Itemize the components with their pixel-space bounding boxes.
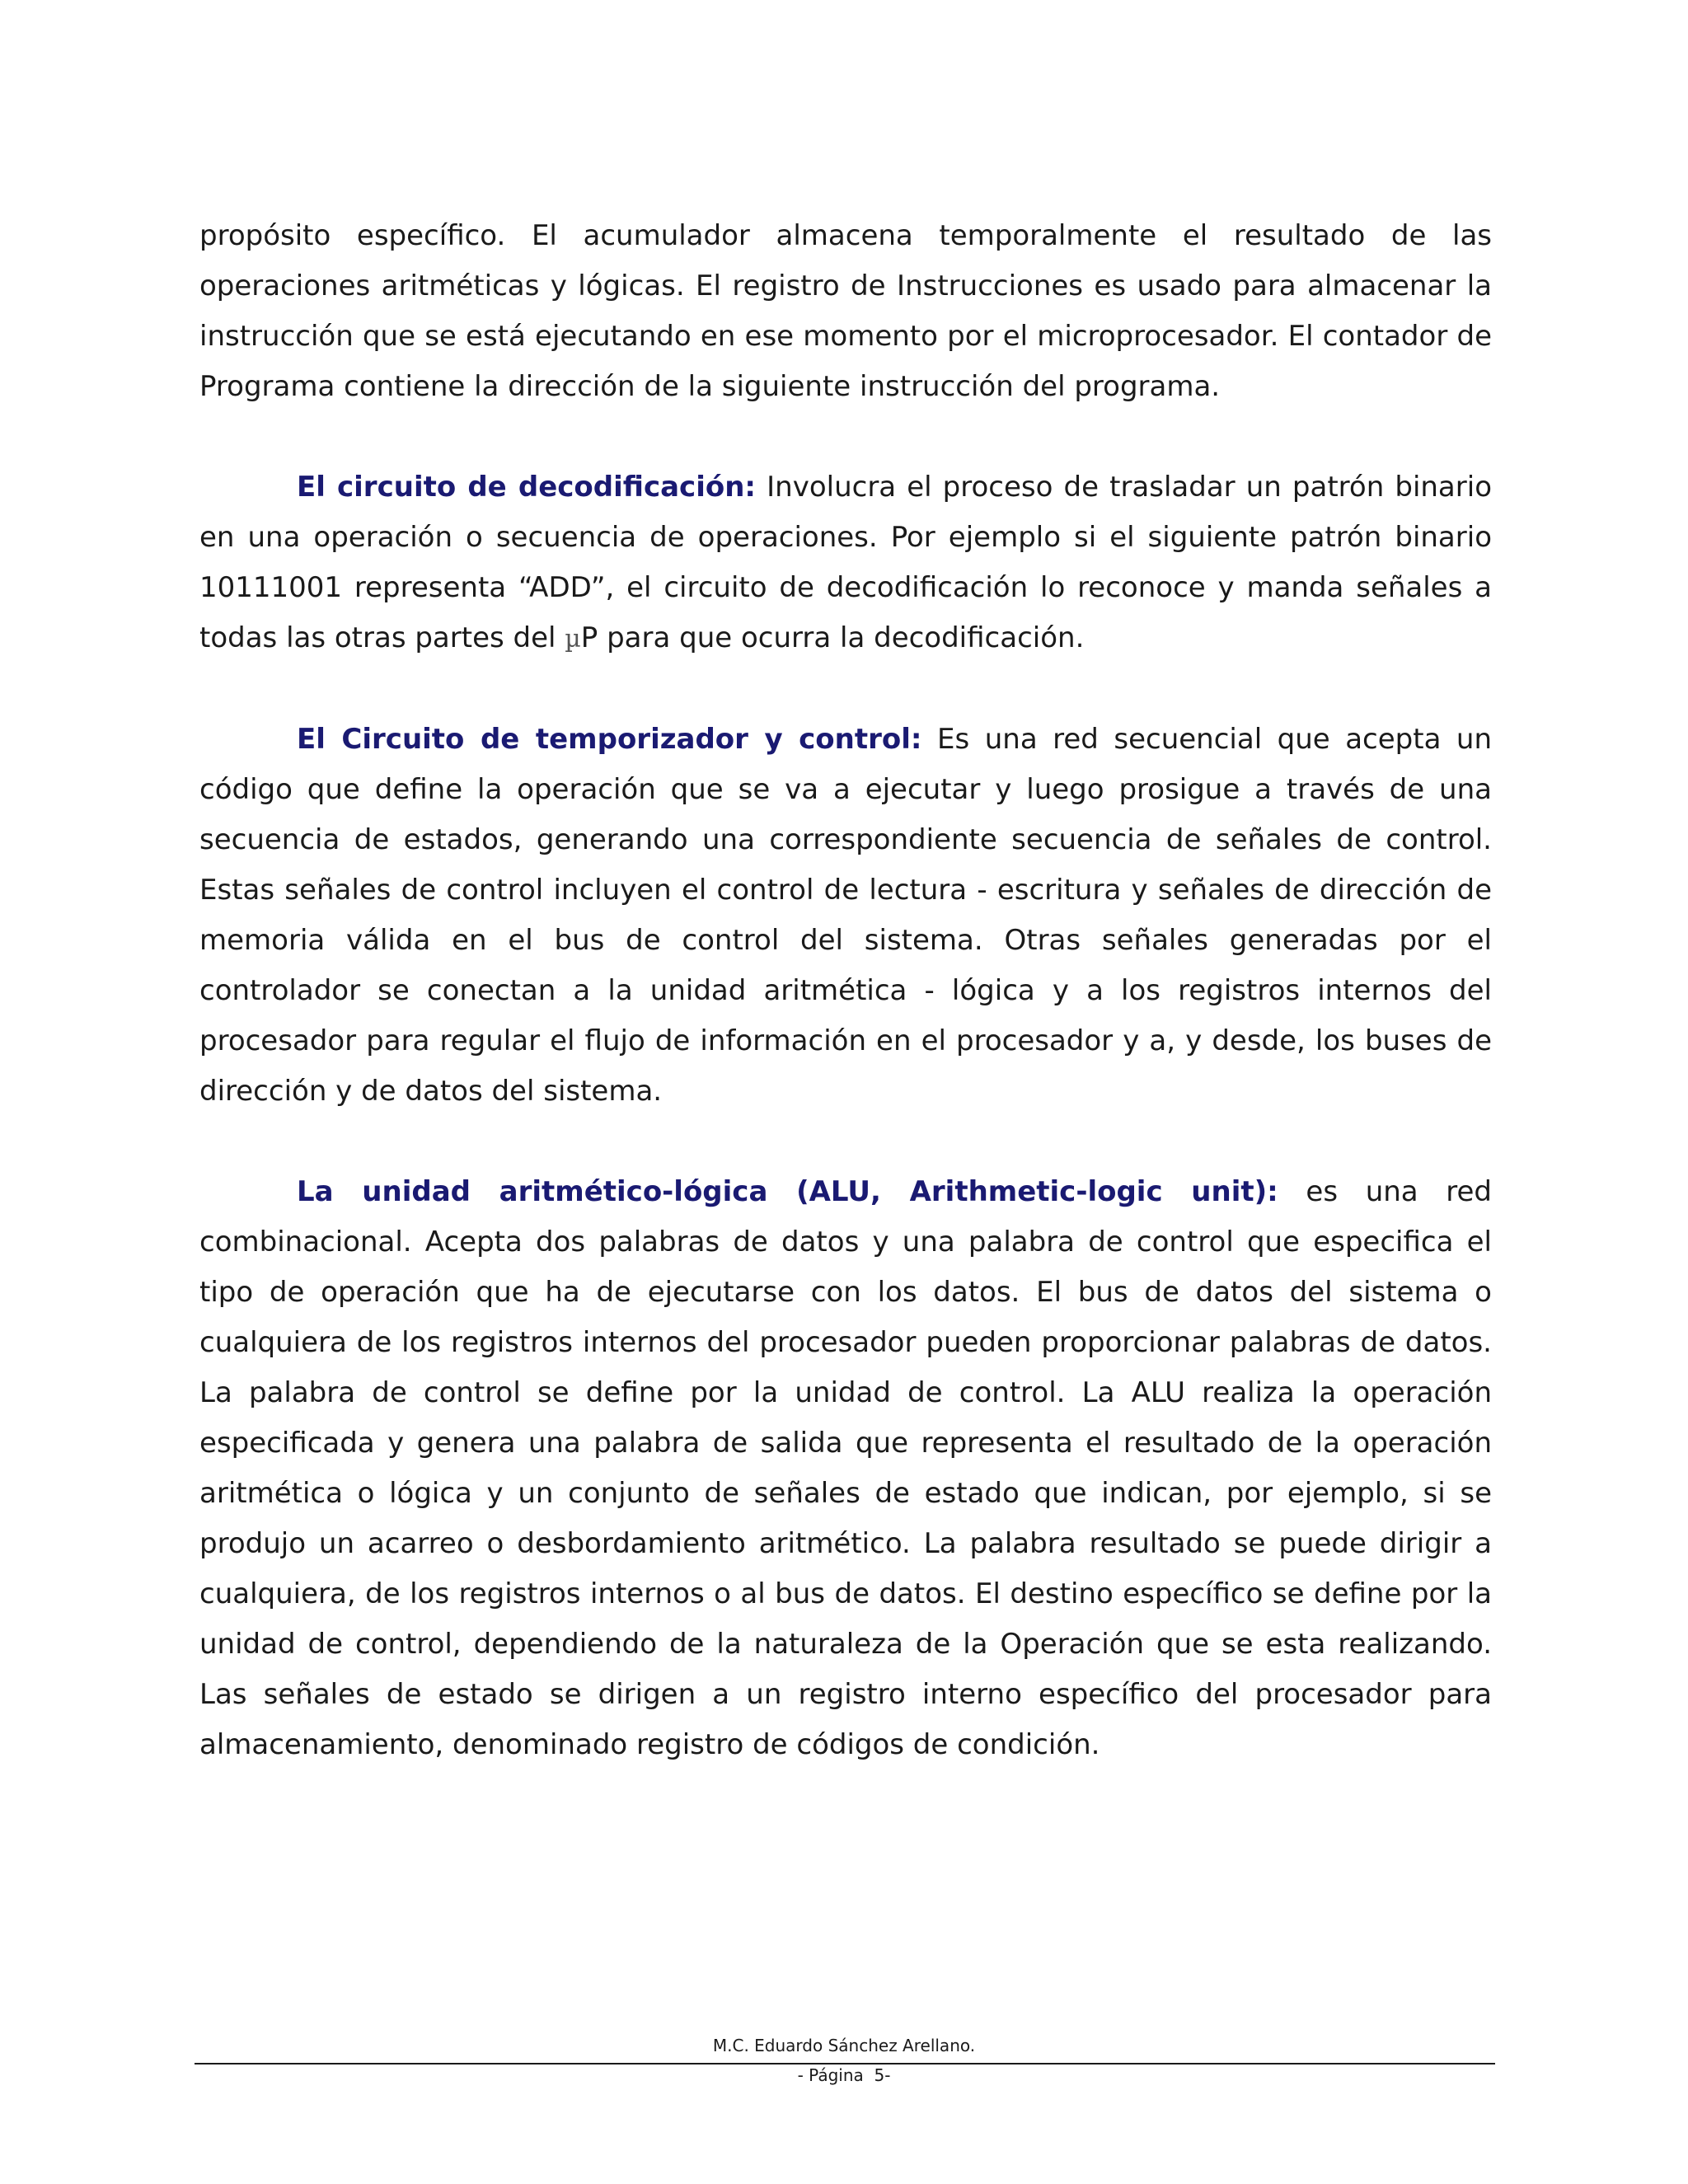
paragraph-registers <box>199 211 1492 412</box>
page-number: - Página 5- <box>797 2065 891 2085</box>
micro-symbol: µ <box>565 625 581 654</box>
paragraph-text: P para que ocurra la decodificación. <box>580 621 1085 654</box>
footer-divider <box>195 2063 1495 2064</box>
paragraph-text: Involucra el proceso de trasladar un patrón binario en una operación o secuencia de operaciones. Por ejemplo si el siguiente patrón binario 10111001 representa “ADD”, el circuito de decodificación lo reconoce y manda señales a todas las otras partes del <box>199 471 1492 654</box>
page-body <box>199 211 1492 1770</box>
paragraph-text: propósito específico. El acumulador almacena temporalmente el resultado de las operaciones aritméticas y lógicas. El registro de Instrucciones es usado para almacenar la instrucción que se está ejecutando en ese momento por el microprocesador. El contador de Programa contiene la dirección de la siguiente instrucción del programa. <box>199 219 1492 403</box>
section-heading-timing-control: El Circuito de temporizador y control: <box>297 723 922 756</box>
section-heading-decoder: El circuito de decodificación: <box>297 471 757 504</box>
paragraph-text: Es una red secuencial que acepta un código que define la operación que se va a ejecutar y luego prosigue a través de una secuencia de estados, generando una correspondiente secuencia de señales de control. Estas señales de control incluyen el control de lectura - escritura y señales de dirección de memoria válida en el bus de control del sistema. Otras señales generadas por el controlador se conectan a la unidad aritmética - lógica y a los registros internos del procesador para regular el flujo de información en el procesador y a, y desde, los buses de dirección y de datos del sistema. <box>199 723 1492 1108</box>
paragraph-text: es una red combinacional. Acepta dos palabras de datos y una palabra de control que especifica el tipo de operación que ha de ejecutarse con los datos. El bus de datos del sistema o cualquiera de los registros internos del procesador pueden proporcionar palabras de datos. La palabra de control se define por la unidad de control. La ALU realiza la operación especificada y genera una palabra de salida que representa el resultado de la operación aritmética o lógica y un conjunto de señales de estado que indican, por ejemplo, si se produjo un acarreo o desbordamiento aritmético. La palabra resultado se puede dirigir a cualquiera, de los registros internos o al bus de datos. El destino específico se define por la unidad de control, dependiendo de la naturaleza de la Operación que se esta realizando. Las señales de estado se dirigen a un registro interno específico del procesador para almacenamiento, denominado registro de códigos de condición. <box>199 1175 1493 1761</box>
paragraph-timing-control <box>199 715 1492 1117</box>
paragraph-decoder-circuit <box>199 462 1492 664</box>
paragraph-alu <box>199 1167 1492 1770</box>
footer-author: M.C. Eduardo Sánchez Arellano. <box>712 2036 976 2055</box>
section-heading-alu: La unidad aritmético-lógica (ALU, Arithmetic-logic unit): <box>297 1175 1278 1208</box>
